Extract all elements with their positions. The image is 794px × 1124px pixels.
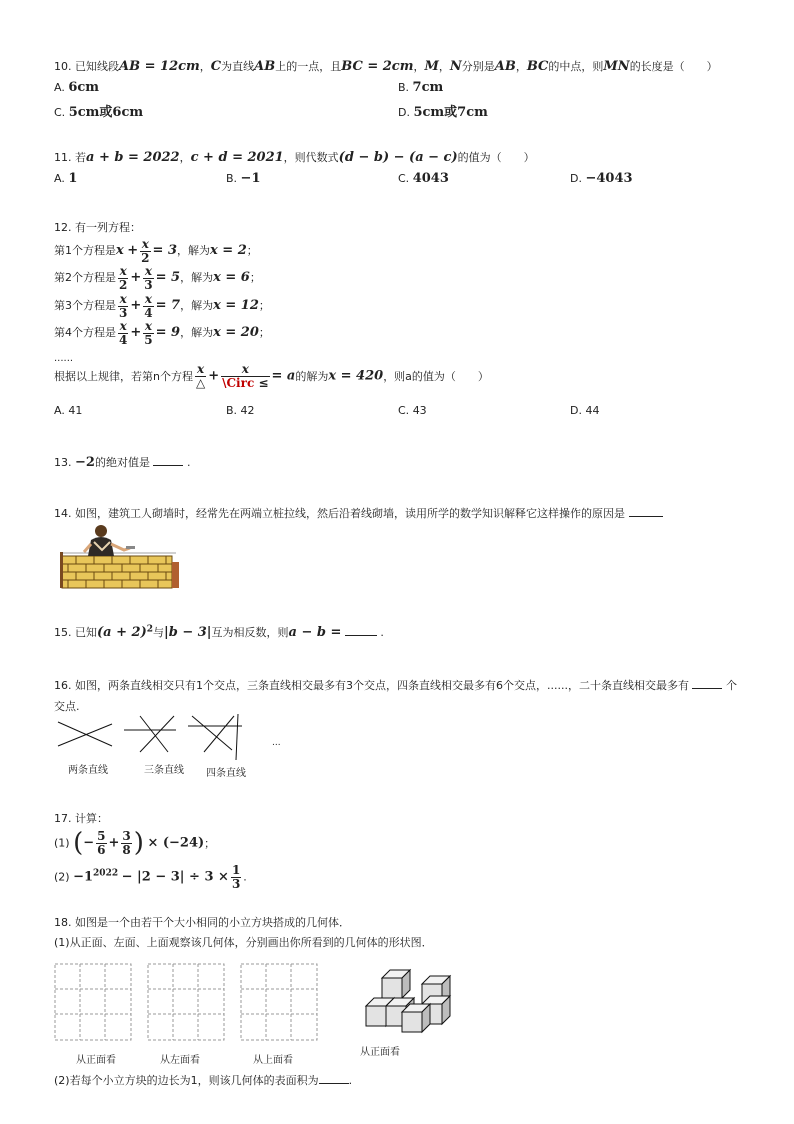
- q14-answer-blank[interactable]: [629, 516, 663, 517]
- q10-option-c[interactable]: C. 5cm或6cm: [54, 105, 144, 120]
- stake-right: [172, 562, 179, 588]
- q17-part-2: $(2) -1^{2022} - |2 - 3| \div 3$ × $\frac{1}{3}$ .: [54, 863, 247, 891]
- q18-answer-blank[interactable]: [319, 1083, 349, 1084]
- cube-stack-figure: [360, 966, 470, 1038]
- q10-option-b[interactable]: B. 7cm: [398, 80, 444, 95]
- q16-answer-blank[interactable]: [692, 688, 722, 689]
- q16-ellipsis: ...: [272, 738, 281, 748]
- three-lines-line-3: [140, 716, 174, 752]
- q12-option-a[interactable]: A. 41: [54, 404, 83, 417]
- q13-stem: 13. −2的绝对值是 .: [54, 455, 191, 470]
- four-lines-line-2: [192, 716, 232, 750]
- four-lines-line-4: [236, 714, 238, 760]
- q11-stem: 11. 若a + b = 2022，c + d = 2021，则代数式(d − b) − (a − c)的值为（ ）: [54, 150, 535, 165]
- q15-answer-blank[interactable]: [345, 635, 377, 636]
- q12-row-1: 第1个方程是x + $\frac{x}{2}$ = 3，解为x = 2；: [54, 237, 258, 265]
- q12-row-2: 第2个方程是 $\frac{x}{2}$ + $\frac{x}{3}$ = 5，解为x = 6；: [54, 264, 261, 292]
- q18-part-1: (1)从正面、左面、上面观察该几何体，分别画出你所看到的几何体的形状图．: [54, 936, 433, 949]
- q12-row-4: 第4个方程是 $\frac{x}{4}$ + $\frac{x}{5}$ = 9，解为x = 20；: [54, 319, 270, 347]
- q11-option-c[interactable]: C. 4043: [398, 171, 449, 186]
- grid-front-view[interactable]: [54, 963, 132, 1041]
- caption-figure-front: 从正面看: [360, 1047, 400, 1058]
- q12-option-d[interactable]: D. 44: [570, 404, 600, 417]
- q11-option-b[interactable]: B. −1: [226, 171, 261, 186]
- q17-part-1: (1) (− $\frac{5}{6}$ + $\frac{3}{8}$ ) × (−24)；: [54, 828, 216, 858]
- caption-three-lines: 三条直线: [144, 765, 184, 776]
- q10-option-a[interactable]: A. 6cm: [54, 80, 100, 95]
- q12-intro: 12. 有一列方程：: [54, 221, 141, 234]
- caption-top-view: 从上面看: [253, 1055, 293, 1066]
- caption-two-lines: 两条直线: [68, 765, 108, 776]
- worker: [84, 525, 135, 556]
- caption-left-view: 从左面看: [160, 1055, 200, 1066]
- q15-stem: 15. 已知$(a + 2)^2$与|b − 3|互为相反数，则a − b = .: [54, 624, 384, 640]
- bricklayer-figure: [58, 522, 183, 592]
- q10-stem: 10. 已知线段AB = 12cm，C为直线AB上的一点，且BC = 2cm，M，N分别是AB，BC的中点，则MN的长度是（ ）: [54, 59, 718, 74]
- three-lines-line-2: [140, 716, 168, 752]
- q11-option-a[interactable]: A. 1: [54, 171, 78, 186]
- q12-ellipsis: ......: [54, 353, 74, 364]
- q17-intro: 17. 计算：: [54, 812, 108, 825]
- caption-front-view: 从正面看: [76, 1055, 116, 1066]
- q11-option-d[interactable]: D. −4043: [570, 171, 633, 186]
- q18-stem: 18. 如图是一个由若干个大小相同的小立方块搭成的几何体．: [54, 916, 350, 929]
- grid-top-view[interactable]: [240, 963, 318, 1041]
- q12-option-b[interactable]: B. 42: [226, 404, 255, 417]
- q16-stem-line2: 交点.: [54, 700, 80, 713]
- q12-option-c[interactable]: C. 43: [398, 404, 427, 417]
- q18-part-2: (2)若每个小立方块的边长为1，则该几何体的表面积为 .: [54, 1074, 353, 1087]
- caption-four-lines: 四条直线: [206, 768, 246, 779]
- grid-left-view[interactable]: [147, 963, 225, 1041]
- q14-stem: 14. 如图，建筑工人砌墙时，经常先在两端立桩拉线，然后沿着线砌墙，读用所学的数学知识解释它这样操作的原因是: [54, 505, 663, 521]
- q12-rule: 根据以上规律，若第n个方程 $\frac{x}{\triangle}$ + $\frac{x}{\text{\textbackslash{}Circ ≤}}$ = a的解为x = 420，则a的值为（ ）: [54, 362, 489, 390]
- stake-left: [60, 552, 63, 588]
- four-lines-line-3: [204, 716, 234, 752]
- q10-option-d[interactable]: D. 5cm或7cm: [398, 105, 488, 120]
- q12-row-3: 第3个方程是 $\frac{x}{3}$ + $\frac{x}{4}$ = 7，解为x = 12；: [54, 292, 270, 320]
- q13-answer-blank[interactable]: [153, 465, 183, 466]
- q16-stem: 16. 如图，两条直线相交只有1个交点，三条直线相交最多有3个交点，四条直线相交最多有6个交点，......，二十条直线相交最多有 个: [54, 679, 737, 692]
